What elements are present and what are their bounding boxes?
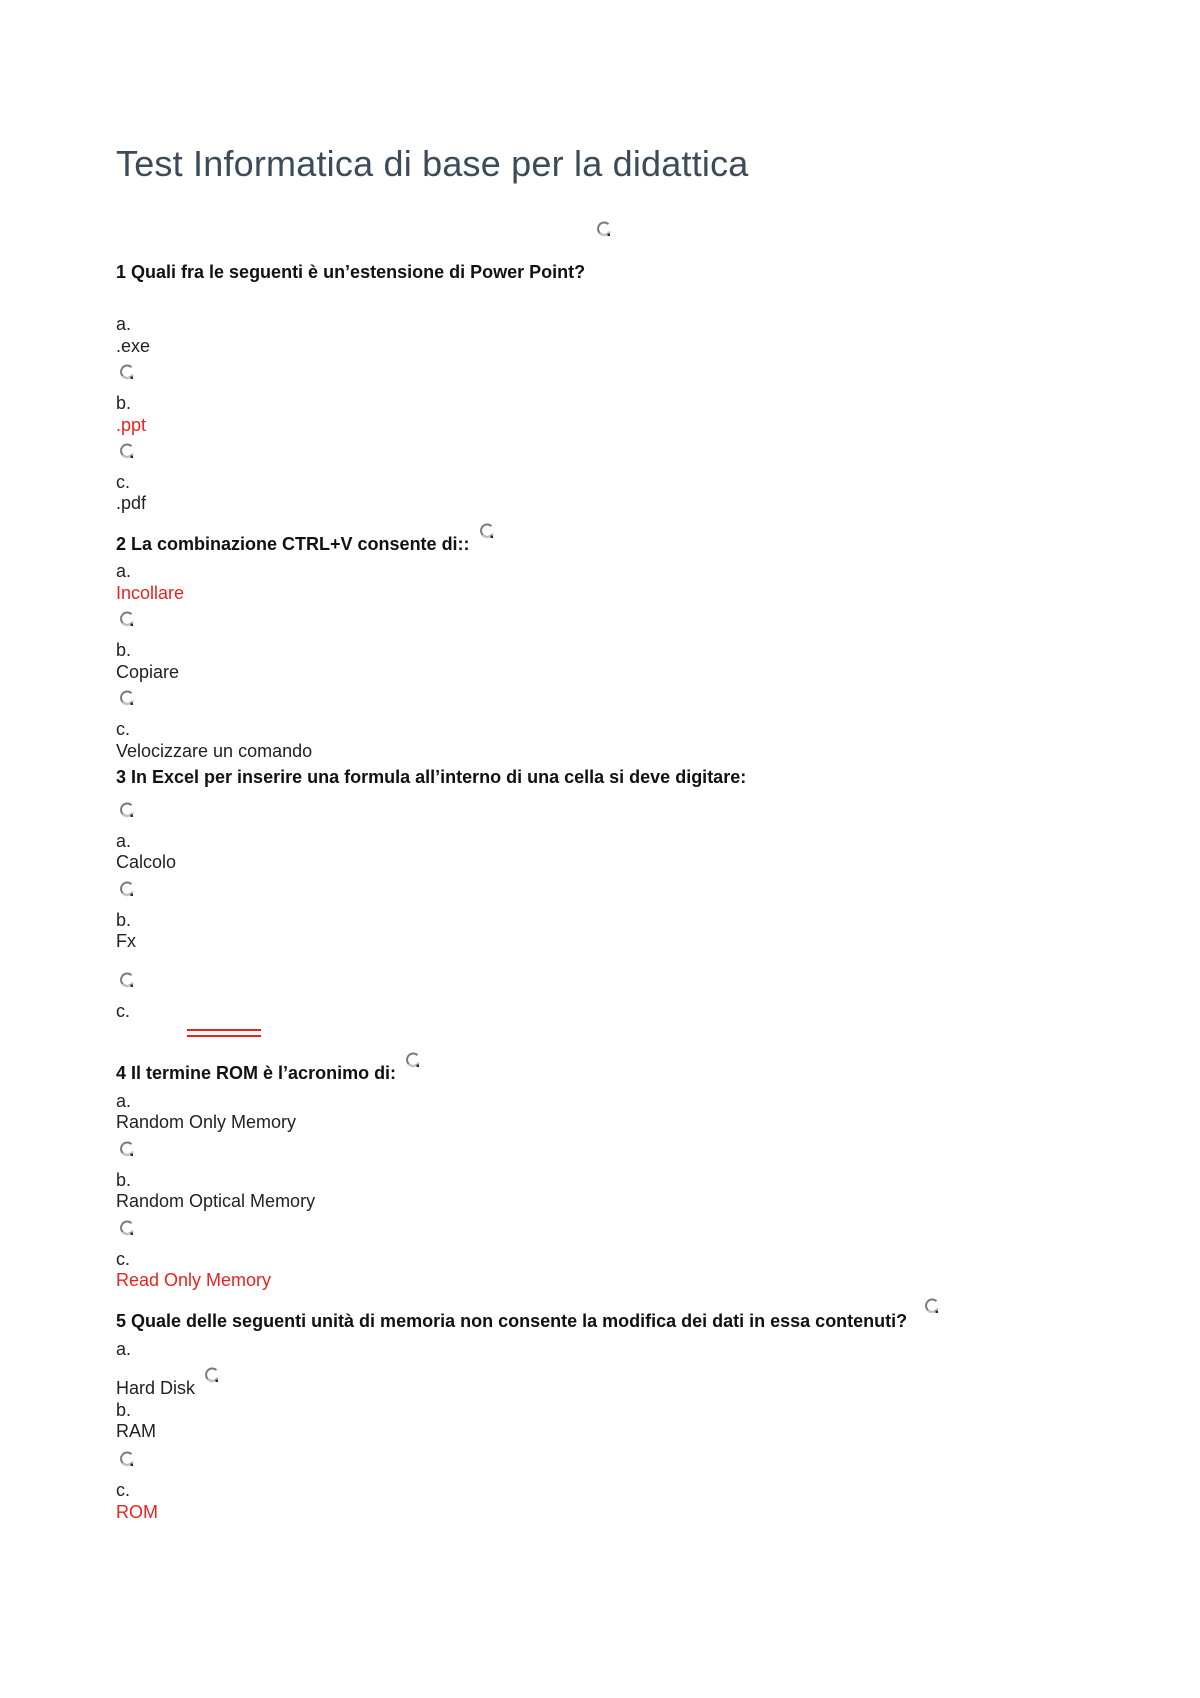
- q3-option-a-radio[interactable]: [118, 801, 136, 819]
- question-5-label: 5 Quale delle seguenti unità di memoria non consente la modifica dei dati in essa contenuti?: [116, 1311, 908, 1331]
- q2-option-c-text: Velocizzare un comando: [116, 741, 313, 761]
- q2-option-b-text: Copiare: [116, 662, 180, 682]
- q1-option-c-radio[interactable]: [118, 442, 136, 460]
- radio-button-icon[interactable]: [595, 220, 613, 238]
- q1-option-a-letter: a.: [116, 314, 132, 334]
- q2-option-a-text: Incollare: [116, 583, 185, 603]
- q5-option-b-text: RAM: [116, 1421, 156, 1441]
- equals-sign-glyph: [187, 1025, 261, 1035]
- q5-option-c-radio[interactable]: [118, 1450, 136, 1468]
- q3-option-a-letter: a.: [116, 831, 132, 851]
- q3-option-b-radio[interactable]: [118, 880, 136, 898]
- q3-option-b-letter: b.: [116, 910, 132, 930]
- q4-option-a-letter: a.: [116, 1091, 132, 1111]
- q4-option-b-text: Random Optical Memory: [116, 1191, 316, 1211]
- q3-option-c-radio[interactable]: [118, 971, 136, 989]
- q2-option-c-radio[interactable]: [118, 689, 136, 707]
- q4-option-a-text: Random Only Memory: [116, 1112, 297, 1132]
- q1-option-b-radio[interactable]: [118, 363, 136, 381]
- q4-option-c-letter: c.: [116, 1249, 131, 1269]
- q4-option-b-radio[interactable]: [118, 1140, 136, 1158]
- q4-option-c-text: Read Only Memory: [116, 1270, 272, 1290]
- q4-option-a-radio[interactable]: [404, 1051, 422, 1069]
- q1-option-b-letter: b.: [116, 393, 132, 413]
- q3-option-c-letter: c.: [116, 1001, 131, 1021]
- q5-option-a-letter: a.: [116, 1339, 132, 1359]
- q5-option-b-letter: b.: [116, 1400, 132, 1420]
- question-4-label: 4 Il termine ROM è l’acronimo di:: [116, 1063, 397, 1083]
- q4-option-c-radio[interactable]: [118, 1219, 136, 1237]
- q2-option-a-letter: a.: [116, 561, 132, 581]
- q1-option-a-text: .exe: [116, 336, 151, 356]
- q3-option-a-text: Calcolo: [116, 852, 177, 872]
- q4-option-b-letter: b.: [116, 1170, 132, 1190]
- q1-option-b-text: .ppt: [116, 415, 147, 435]
- page-title: Test Informatica di base per la didattica: [116, 143, 749, 184]
- q5-option-c-text: ROM: [116, 1502, 158, 1522]
- q2-option-b-radio[interactable]: [118, 610, 136, 628]
- question-3-label: 3 In Excel per inserire una formula all’interno di una cella si deve digitare:: [116, 767, 747, 787]
- q1-option-c-letter: c.: [116, 472, 131, 492]
- question-2-label: 2 La combinazione CTRL+V consente di::: [116, 534, 470, 554]
- question-1-label: 1 Quali fra le seguenti è un’estensione di Power Point?: [116, 262, 586, 282]
- q2-option-a-radio[interactable]: [478, 522, 496, 540]
- q5-option-a-text: Hard Disk: [116, 1378, 196, 1398]
- q5-option-a-radio[interactable]: [923, 1297, 941, 1315]
- q1-option-c-text: .pdf: [116, 493, 147, 513]
- q5-option-b-radio[interactable]: [203, 1366, 221, 1384]
- q2-option-b-letter: b.: [116, 640, 132, 660]
- q3-option-b-text: Fx: [116, 931, 136, 951]
- q2-option-c-letter: c.: [116, 719, 131, 739]
- q5-option-c-letter: c.: [116, 1480, 131, 1500]
